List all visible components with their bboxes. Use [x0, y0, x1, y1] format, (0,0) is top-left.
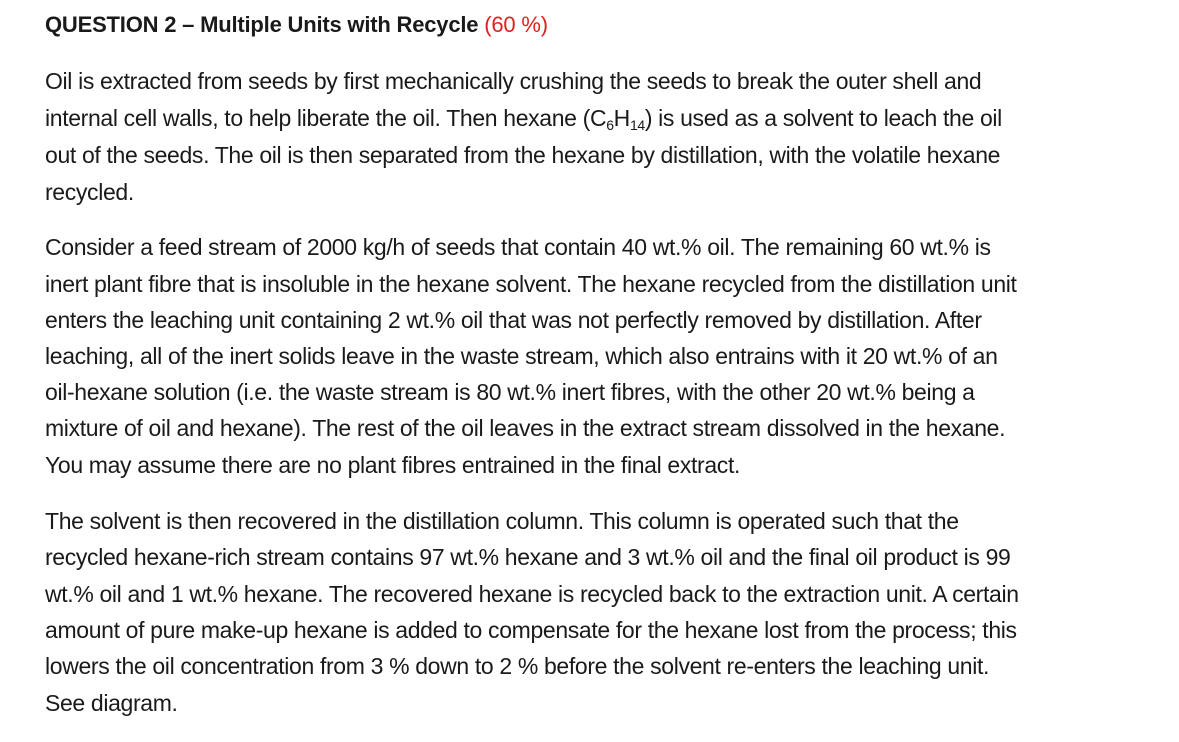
p2-line-6: mixture of oil and hexane). The rest of the oil leaves in the extract stream dissolved in the hexane. — [45, 415, 1006, 441]
p1-line-3: out of the seeds. The oil is then separated from the hexane by distillation, with the volatile hexane — [45, 142, 1001, 168]
p2-line-4: leaching, all of the inert solids leave in the waste stream, which also entrains with it 20 wt.% of an — [45, 343, 998, 369]
p1-line-2-text-a: internal cell walls, to help liberate the oil. Then hexane (C — [45, 105, 607, 131]
p2-line-5: oil-hexane solution (i.e. the waste stream is 80 wt.% inert fibres, with the other 20 wt.% being a — [45, 379, 975, 405]
p2-line-7: You may assume there are no plant fibres entrained in the final extract. — [45, 452, 741, 478]
subscript-carbon: 6 — [606, 117, 614, 133]
question-heading — [45, 12, 548, 38]
p3-line-1: The solvent is then recovered in the distillation column. This column is operated such that the — [45, 508, 959, 534]
subscript-hydrogen: 14 — [629, 117, 645, 133]
p2-line-3: enters the leaching unit containing 2 wt.% oil that was not perfectly removed by distillation. After — [45, 307, 982, 333]
p1-line-2-text-c: ) is used as a solvent to leach the oil — [644, 105, 1002, 131]
p1-line-1: Oil is extracted from seeds by first mechanically crushing the seeds to break the outer shell and — [45, 68, 982, 94]
question-title: QUESTION 2 – Multiple Units with Recycle — [45, 12, 479, 37]
p2-line-1: Consider a feed stream of 2000 kg/h of seeds that contain 40 wt.% oil. The remaining 60 wt.% is — [45, 234, 991, 260]
p1-line-2-text-b: H — [613, 105, 630, 131]
p3-line-5: lowers the oil concentration from 3 % down to 2 % before the solvent re-enters the leaching unit. — [45, 653, 990, 679]
question-weight: (60 %) — [484, 12, 548, 37]
p3-line-2: recycled hexane-rich stream contains 97 wt.% hexane and 3 wt.% oil and the final oil product is 99 — [45, 544, 1011, 570]
p3-line-6: See diagram. — [45, 690, 178, 716]
p1-line-4: recycled. — [45, 179, 134, 205]
p3-line-3: wt.% oil and 1 wt.% hexane. The recovered hexane is recycled back to the extraction unit. A certain — [45, 581, 1019, 607]
p3-line-4: amount of pure make-up hexane is added to compensate for the hexane lost from the process; this — [45, 617, 1017, 643]
p1-line-2 — [45, 104, 1002, 132]
p2-line-2: inert plant fibre that is insoluble in the hexane solvent. The hexane recycled from the distillation unit — [45, 271, 1017, 297]
